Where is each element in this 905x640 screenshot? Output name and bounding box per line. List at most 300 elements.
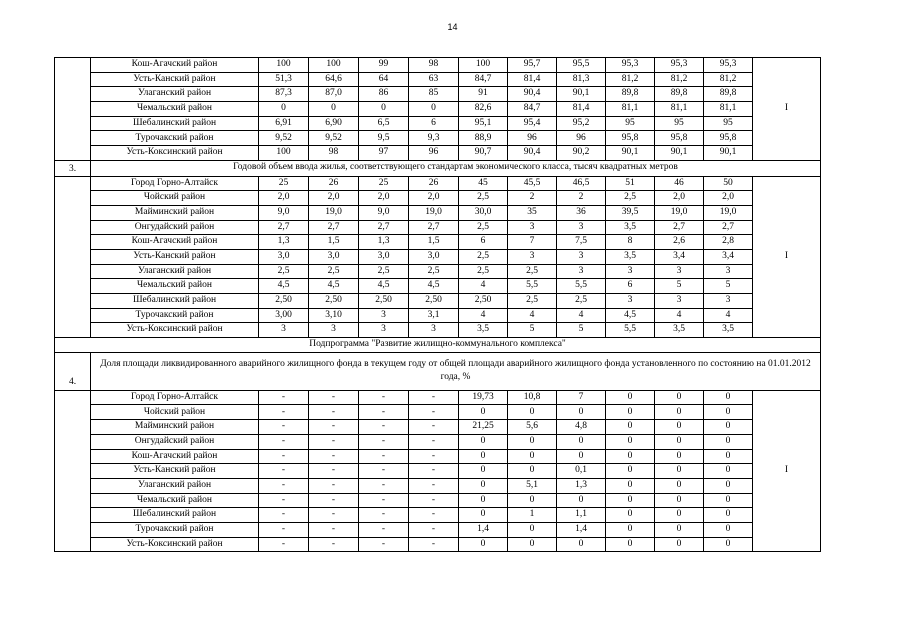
value-cell: - <box>409 522 459 537</box>
value-cell: 96 <box>508 131 557 146</box>
value-cell: 81,1 <box>655 102 704 117</box>
value-cell: 98 <box>309 146 359 161</box>
value-cell: 2,0 <box>409 191 459 206</box>
value-cell: - <box>359 420 409 435</box>
value-cell: 9,52 <box>259 131 309 146</box>
value-cell: 0 <box>359 102 409 117</box>
value-cell: 0 <box>655 464 704 479</box>
value-cell: 89,8 <box>606 87 655 102</box>
value-cell: 0 <box>459 478 508 493</box>
table-row <box>55 308 821 323</box>
value-cell: 95,2 <box>557 116 606 131</box>
value-cell: 45 <box>459 176 508 191</box>
table-row <box>55 131 821 146</box>
value-cell: - <box>259 522 309 537</box>
value-cell: 2,5 <box>459 264 508 279</box>
value-cell: 2,50 <box>409 294 459 309</box>
value-cell: - <box>309 464 359 479</box>
district-name: Шебалинский район <box>91 116 259 131</box>
table-row <box>55 478 821 493</box>
value-cell: 96 <box>557 131 606 146</box>
value-cell: 87,0 <box>309 87 359 102</box>
table-row <box>55 434 821 449</box>
district-name: Усть-Канский район <box>91 72 259 87</box>
value-cell: 0 <box>259 102 309 117</box>
value-cell: 0 <box>655 493 704 508</box>
district-name: Улаганский район <box>91 478 259 493</box>
value-cell: 91 <box>459 87 508 102</box>
value-cell: 90,7 <box>459 146 508 161</box>
value-cell: 89,8 <box>655 87 704 102</box>
stage-marker: I <box>753 390 821 552</box>
district-name: Кош-Агачский район <box>91 58 259 73</box>
value-cell: 2,7 <box>359 220 409 235</box>
value-cell: 100 <box>459 58 508 73</box>
value-cell: 0 <box>655 537 704 552</box>
value-cell: 95 <box>655 116 704 131</box>
value-cell: 10,8 <box>508 390 557 405</box>
value-cell: 3 <box>557 249 606 264</box>
section-title: Годовой объем ввода жилья, соответствующего стандартам экономического класса, тысяч квадратных метров <box>91 160 821 176</box>
value-cell: 81,2 <box>704 72 753 87</box>
section-index: 4. <box>55 352 91 390</box>
value-cell: 2,5 <box>409 264 459 279</box>
value-cell: 85 <box>409 87 459 102</box>
value-cell: 95,8 <box>655 131 704 146</box>
value-cell: 2,50 <box>459 294 508 309</box>
table-row <box>55 116 821 131</box>
value-cell: 0 <box>704 390 753 405</box>
value-cell: 3,5 <box>606 249 655 264</box>
value-cell: 1,5 <box>309 235 359 250</box>
value-cell: 95 <box>606 116 655 131</box>
value-cell: - <box>259 478 309 493</box>
value-cell: 95,3 <box>655 58 704 73</box>
value-cell: 0,1 <box>557 464 606 479</box>
value-cell: 3 <box>359 308 409 323</box>
value-cell: - <box>359 522 409 537</box>
value-cell: 1,1 <box>557 508 606 523</box>
value-cell: - <box>309 522 359 537</box>
value-cell: 95,5 <box>557 58 606 73</box>
page-number: 14 <box>447 22 458 32</box>
subprogram-row <box>55 338 821 353</box>
value-cell: 2,7 <box>704 220 753 235</box>
value-cell: 2,5 <box>508 294 557 309</box>
value-cell: 4 <box>459 279 508 294</box>
value-cell: - <box>359 464 409 479</box>
district-name: Город Горно-Алтайск <box>91 390 259 405</box>
table-row <box>55 390 821 405</box>
value-cell: 81,1 <box>606 102 655 117</box>
value-cell: 19,73 <box>459 390 508 405</box>
value-cell: 5,1 <box>508 478 557 493</box>
table-row <box>55 537 821 552</box>
value-cell: 4 <box>655 308 704 323</box>
value-cell: 0 <box>606 405 655 420</box>
table-row <box>55 464 821 479</box>
value-cell: 0 <box>704 493 753 508</box>
table-row <box>55 420 821 435</box>
district-name: Турочакский район <box>91 522 259 537</box>
value-cell: 0 <box>508 434 557 449</box>
table-row <box>55 87 821 102</box>
value-cell: - <box>259 464 309 479</box>
value-cell: 2,50 <box>259 294 309 309</box>
value-cell: - <box>259 508 309 523</box>
value-cell: - <box>309 420 359 435</box>
value-cell: 0 <box>606 478 655 493</box>
value-cell: 9,5 <box>359 131 409 146</box>
section-index: 3. <box>55 160 91 176</box>
value-cell: 3,00 <box>259 308 309 323</box>
value-cell: - <box>409 449 459 464</box>
value-cell: 100 <box>309 58 359 73</box>
value-cell: - <box>409 508 459 523</box>
district-name: Усть-Канский район <box>91 464 259 479</box>
value-cell: - <box>409 434 459 449</box>
value-cell: 4,5 <box>409 279 459 294</box>
value-cell: 9,0 <box>259 205 309 220</box>
value-cell: - <box>259 390 309 405</box>
value-cell: - <box>359 434 409 449</box>
value-cell: 0 <box>704 434 753 449</box>
value-cell: 0 <box>508 449 557 464</box>
district-name: Усть-Коксинский район <box>91 323 259 338</box>
value-cell: - <box>359 478 409 493</box>
value-cell: 0 <box>606 420 655 435</box>
value-cell: 2,0 <box>655 191 704 206</box>
value-cell: 90,2 <box>557 146 606 161</box>
value-cell: 81,1 <box>704 102 753 117</box>
value-cell: 63 <box>409 72 459 87</box>
value-cell: 81,4 <box>508 72 557 87</box>
value-cell: 100 <box>259 146 309 161</box>
value-cell: 1,4 <box>557 522 606 537</box>
value-cell: 35 <box>508 205 557 220</box>
value-cell: 2,5 <box>359 264 409 279</box>
district-name: Кош-Агачский район <box>91 449 259 464</box>
value-cell: 100 <box>259 58 309 73</box>
value-cell: 81,2 <box>606 72 655 87</box>
value-cell: - <box>309 434 359 449</box>
value-cell: 2,7 <box>259 220 309 235</box>
value-cell: 0 <box>459 464 508 479</box>
value-cell: - <box>259 434 309 449</box>
index-spacer-cell <box>55 58 91 161</box>
value-cell: 2 <box>508 191 557 206</box>
value-cell: 0 <box>704 464 753 479</box>
value-cell: 1 <box>508 508 557 523</box>
value-cell: 0 <box>557 449 606 464</box>
value-cell: - <box>259 420 309 435</box>
value-cell: 0 <box>508 522 557 537</box>
value-cell: 0 <box>606 493 655 508</box>
value-cell: 98 <box>409 58 459 73</box>
value-cell: 0 <box>459 508 508 523</box>
value-cell: 30,0 <box>459 205 508 220</box>
value-cell: 84,7 <box>459 72 508 87</box>
value-cell: 3,0 <box>309 249 359 264</box>
value-cell: 90,1 <box>557 87 606 102</box>
value-cell: 6 <box>606 279 655 294</box>
value-cell: 0 <box>704 522 753 537</box>
value-cell: 2,5 <box>459 249 508 264</box>
value-cell: - <box>359 390 409 405</box>
value-cell: 95,7 <box>508 58 557 73</box>
value-cell: 0 <box>655 508 704 523</box>
value-cell: 87,3 <box>259 87 309 102</box>
section-header-row <box>55 352 821 390</box>
value-cell: 9,0 <box>359 205 409 220</box>
value-cell: - <box>259 449 309 464</box>
value-cell: 2 <box>557 191 606 206</box>
value-cell: 0 <box>557 493 606 508</box>
value-cell: 2,0 <box>259 191 309 206</box>
table-row <box>55 220 821 235</box>
value-cell: - <box>359 508 409 523</box>
value-cell: 3,1 <box>409 308 459 323</box>
value-cell: 3 <box>655 264 704 279</box>
value-cell: 9,3 <box>409 131 459 146</box>
value-cell: 3 <box>606 294 655 309</box>
value-cell: 0 <box>557 537 606 552</box>
value-cell: 21,25 <box>459 420 508 435</box>
value-cell: 64,6 <box>309 72 359 87</box>
table-row <box>55 323 821 338</box>
table-row <box>55 279 821 294</box>
value-cell: 95,8 <box>704 131 753 146</box>
value-cell: - <box>309 493 359 508</box>
value-cell: - <box>409 464 459 479</box>
value-cell: 3,4 <box>704 249 753 264</box>
value-cell: 2,7 <box>309 220 359 235</box>
value-cell: 4,5 <box>259 279 309 294</box>
district-name: Онгудайский район <box>91 220 259 235</box>
table-row <box>55 405 821 420</box>
value-cell: 51 <box>606 176 655 191</box>
value-cell: - <box>359 449 409 464</box>
value-cell: 3 <box>655 294 704 309</box>
section-title: Доля площади ликвидированного аварийного жилищного фонда в текущем году от общей площади аварийного жилищного фонда установленного по состоянию на 01.01.2012 года, % <box>91 352 821 390</box>
value-cell: 7 <box>557 390 606 405</box>
district-name: Улаганский район <box>91 264 259 279</box>
value-cell: 7,5 <box>557 235 606 250</box>
value-cell: 5,5 <box>508 279 557 294</box>
value-cell: 64 <box>359 72 409 87</box>
index-spacer-cell <box>55 176 91 338</box>
value-cell: 90,1 <box>704 146 753 161</box>
value-cell: 2,6 <box>655 235 704 250</box>
value-cell: 0 <box>704 405 753 420</box>
value-cell: 4,5 <box>359 279 409 294</box>
value-cell: 4 <box>508 308 557 323</box>
district-name: Кош-Агачский район <box>91 235 259 250</box>
value-cell: 0 <box>606 508 655 523</box>
table-row <box>55 449 821 464</box>
value-cell: - <box>359 537 409 552</box>
value-cell: 81,3 <box>557 72 606 87</box>
value-cell: 26 <box>409 176 459 191</box>
value-cell: 0 <box>704 508 753 523</box>
value-cell: 3,0 <box>259 249 309 264</box>
value-cell: 5 <box>704 279 753 294</box>
value-cell: 5 <box>508 323 557 338</box>
value-cell: 1,3 <box>557 478 606 493</box>
value-cell: 2,0 <box>309 191 359 206</box>
value-cell: 0 <box>459 405 508 420</box>
value-cell: 5,6 <box>508 420 557 435</box>
value-cell: 95,3 <box>704 58 753 73</box>
value-cell: 3 <box>557 264 606 279</box>
value-cell: 1,4 <box>459 522 508 537</box>
value-cell: 3 <box>606 264 655 279</box>
value-cell: 25 <box>359 176 409 191</box>
value-cell: - <box>409 405 459 420</box>
stage-marker: I <box>753 176 821 338</box>
value-cell: 2,5 <box>459 191 508 206</box>
value-cell: 86 <box>359 87 409 102</box>
value-cell: - <box>309 537 359 552</box>
section-header-row <box>55 160 821 176</box>
table-row <box>55 493 821 508</box>
value-cell: 0 <box>508 493 557 508</box>
district-name: Чойский район <box>91 405 259 420</box>
value-cell: 3,0 <box>409 249 459 264</box>
value-cell: 81,4 <box>557 102 606 117</box>
value-cell: 51,3 <box>259 72 309 87</box>
district-name: Город Горно-Алтайск <box>91 176 259 191</box>
value-cell: 95 <box>704 116 753 131</box>
value-cell: 2,0 <box>359 191 409 206</box>
value-cell: 4,5 <box>606 308 655 323</box>
value-cell: 0 <box>606 537 655 552</box>
value-cell: - <box>259 537 309 552</box>
value-cell: 3 <box>704 264 753 279</box>
value-cell: 19,0 <box>309 205 359 220</box>
value-cell: 3 <box>359 323 409 338</box>
value-cell: 2,5 <box>309 264 359 279</box>
value-cell: 3 <box>309 323 359 338</box>
value-cell: 4,5 <box>309 279 359 294</box>
value-cell: 3 <box>508 249 557 264</box>
value-cell: 2,5 <box>259 264 309 279</box>
value-cell: 5 <box>655 279 704 294</box>
value-cell: 95,1 <box>459 116 508 131</box>
value-cell: - <box>359 405 409 420</box>
value-cell: 0 <box>655 478 704 493</box>
subprogram-title: Подпрограмма "Развитие жилищно-коммунального комплекса" <box>55 338 821 353</box>
value-cell: 46,5 <box>557 176 606 191</box>
value-cell: - <box>259 493 309 508</box>
value-cell: 1,5 <box>409 235 459 250</box>
value-cell: 9,52 <box>309 131 359 146</box>
value-cell: 2,5 <box>557 294 606 309</box>
district-name: Турочакский район <box>91 308 259 323</box>
district-name: Улаганский район <box>91 87 259 102</box>
value-cell: 0 <box>655 434 704 449</box>
value-cell: 0 <box>508 405 557 420</box>
value-cell: 0 <box>459 449 508 464</box>
value-cell: - <box>309 449 359 464</box>
value-cell: 90,4 <box>508 146 557 161</box>
value-cell: 4 <box>459 308 508 323</box>
value-cell: 0 <box>606 390 655 405</box>
value-cell: - <box>309 390 359 405</box>
value-cell: 0 <box>508 537 557 552</box>
table-row <box>55 58 821 73</box>
value-cell: 2,50 <box>359 294 409 309</box>
value-cell: 3 <box>508 220 557 235</box>
value-cell: 46 <box>655 176 704 191</box>
value-cell: 6,90 <box>309 116 359 131</box>
value-cell: 0 <box>606 434 655 449</box>
value-cell: 90,1 <box>655 146 704 161</box>
value-cell: 3 <box>259 323 309 338</box>
value-cell: 0 <box>409 102 459 117</box>
district-name: Чемальский район <box>91 279 259 294</box>
indicators-table <box>54 57 821 552</box>
value-cell: 95,8 <box>606 131 655 146</box>
value-cell: 6,5 <box>359 116 409 131</box>
value-cell: 45,5 <box>508 176 557 191</box>
value-cell: 3,0 <box>359 249 409 264</box>
value-cell: 2,50 <box>309 294 359 309</box>
table-row <box>55 72 821 87</box>
table-row <box>55 102 821 117</box>
value-cell: 95,4 <box>508 116 557 131</box>
value-cell: 95,3 <box>606 58 655 73</box>
value-cell: 3,5 <box>655 323 704 338</box>
value-cell: 1,3 <box>359 235 409 250</box>
value-cell: 3,5 <box>704 323 753 338</box>
value-cell: - <box>309 405 359 420</box>
value-cell: 0 <box>655 449 704 464</box>
value-cell: 2,5 <box>606 191 655 206</box>
value-cell: 0 <box>655 405 704 420</box>
value-cell: 0 <box>704 537 753 552</box>
table-row <box>55 235 821 250</box>
district-name: Майминский район <box>91 420 259 435</box>
value-cell: 36 <box>557 205 606 220</box>
value-cell: 4 <box>704 308 753 323</box>
value-cell: 3 <box>557 220 606 235</box>
value-cell: 19,0 <box>704 205 753 220</box>
district-name: Шебалинский район <box>91 508 259 523</box>
table-row <box>55 176 821 191</box>
value-cell: 3,5 <box>606 220 655 235</box>
value-cell: 0 <box>606 449 655 464</box>
value-cell: 0 <box>459 434 508 449</box>
table-row <box>55 191 821 206</box>
district-name: Шебалинский район <box>91 294 259 309</box>
value-cell: 89,8 <box>704 87 753 102</box>
value-cell: 0 <box>704 420 753 435</box>
table-row <box>55 249 821 264</box>
value-cell: 0 <box>557 405 606 420</box>
value-cell: 2,7 <box>409 220 459 235</box>
value-cell: 82,6 <box>459 102 508 117</box>
district-name: Усть-Канский район <box>91 249 259 264</box>
table-row <box>55 508 821 523</box>
index-spacer-cell <box>55 390 91 552</box>
value-cell: 0 <box>309 102 359 117</box>
value-cell: 88,9 <box>459 131 508 146</box>
table-row <box>55 146 821 161</box>
value-cell: 5 <box>557 323 606 338</box>
value-cell: 2,0 <box>704 191 753 206</box>
value-cell: 96 <box>409 146 459 161</box>
